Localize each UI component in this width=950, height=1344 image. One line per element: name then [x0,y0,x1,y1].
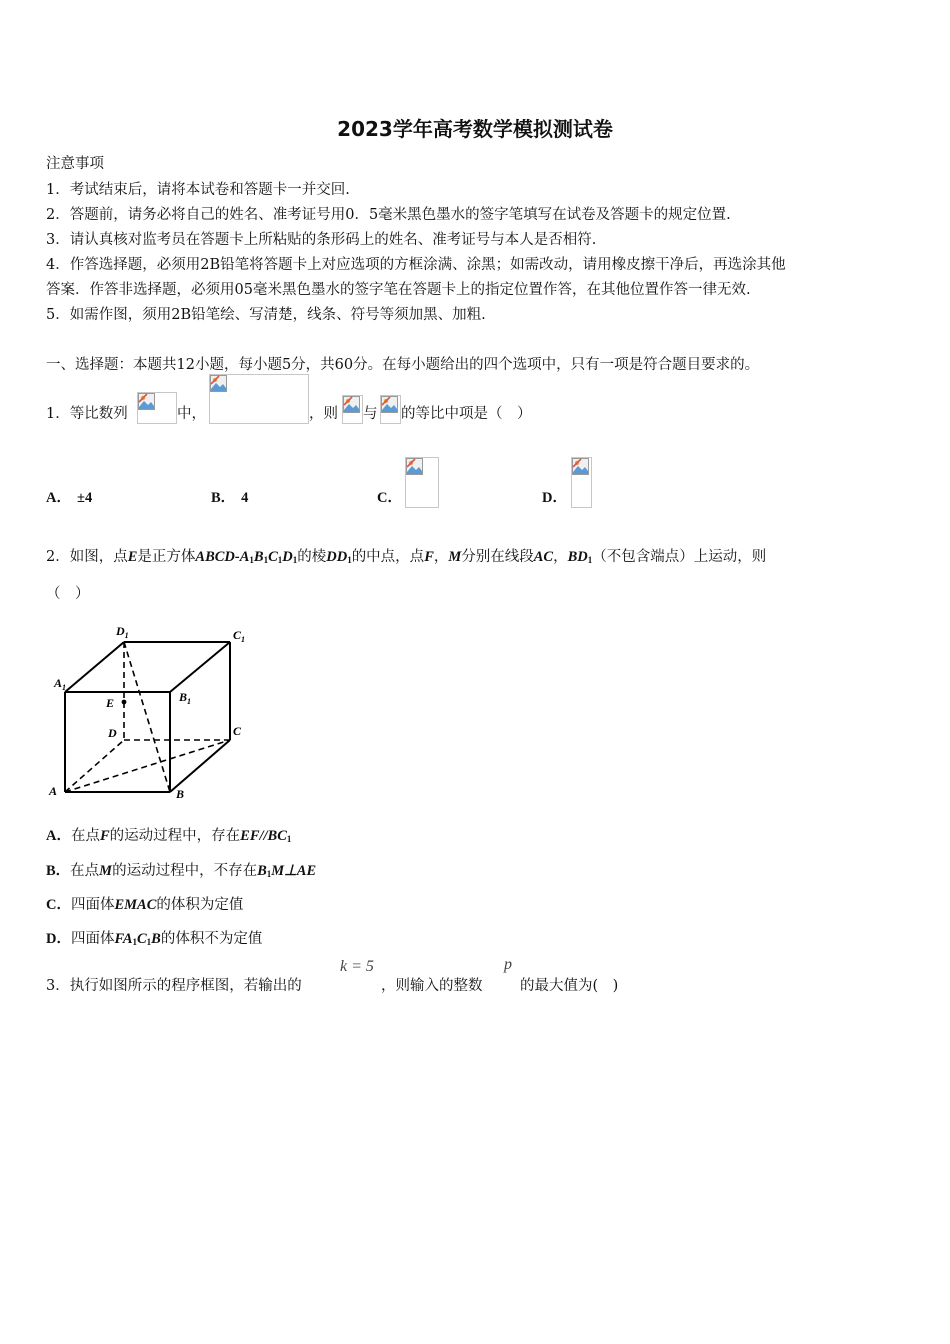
option-value: 4 [241,490,249,506]
diag-ac-hidden [65,740,230,792]
option-label: D． [542,490,567,506]
cube-figure [40,615,260,810]
label-c1: $C_1$ [233,628,246,644]
page-title: 2023学年高考数学模拟测试卷 [337,117,613,141]
q3-text-2: ，则输入的整数 [381,978,483,994]
label-b: B [176,787,185,801]
q1-option-a [46,486,92,507]
q1-broken-image-2 [209,374,309,424]
q2-option-d: D．四面体$FA_1C_1B$的体积不为定值 [46,931,263,947]
option-label: B． [211,490,236,506]
q2-option-a: A．在点F的运动过程中，存在$EF//BC_1$ [46,828,292,844]
q1-text-2: 中， [177,406,206,422]
point-e [122,700,127,705]
label-a: A [49,784,58,798]
broken-image-icon [343,396,360,413]
q2-option-c: C．四面体EMAC的体积为定值 [46,897,244,913]
q1-option-b [211,486,248,507]
q1-text-4: 与 [363,406,378,422]
notice-item-1: 1．考试结束后，请将本试卷和答题卡一并交回. [46,182,350,198]
notice-item-4: 4．作答选择题，必须用2B铅笔将答题卡上对应选项的方框涂满、涂黑；如需改动，请用橡皮擦干净后，再选涂其他 [46,257,786,273]
label-e: E [106,696,115,710]
q1-text-1: 1．等比数列 [46,406,128,422]
q1-option-c-image [405,457,439,508]
q3-text-1: 3．执行如图所示的程序框图，若输出的 [46,978,302,994]
label-c: C [233,724,242,738]
edge-b1c1 [170,642,230,692]
diag-bd1-hidden [124,642,170,792]
label-b1: $B_1$ [179,690,192,706]
q2-stem: 2．如图，点E是正方体ABCD-$A_1B_1C_1D_1$的棱$DD_1$的中点，点F，M分别在线段AC，$BD_1$（不包含端点）上运动，则 [46,549,767,565]
q1-text-5: 的等比中项是（ ） [401,406,532,422]
q2-paren: （ ） [46,586,90,602]
broken-image-icon [406,458,423,475]
q1-option-d [542,486,567,507]
notice-heading: 注意事项 [46,156,104,172]
notice-item-5: 5．如需作图，须用2B铅笔绘、写清楚，线条、符号等须加黑、加粗. [46,307,486,323]
q1-option-d-image [571,457,592,508]
q1-broken-image-1 [137,392,177,424]
label-a1: $A_1$ [54,676,67,692]
broken-image-icon [210,375,227,392]
label-d: D [108,726,117,740]
q3-formula-p: p [504,956,512,973]
section-heading: 一、选择题：本题共12小题，每小题5分，共60分。在每小题给出的四个选项中，只有一项是符合题目要求的。 [46,357,760,373]
edge-a1d1 [65,642,124,692]
edge-bc [170,740,230,792]
broken-image-icon [572,458,589,475]
notice-item-2: 2．答题前，请务必将自己的姓名、准考证号用0．5毫米黑色墨水的签字笔填写在试卷及答题卡的规定位置. [46,207,731,223]
q1-text-3: ，则 [309,406,338,422]
q1-broken-image-3 [342,395,363,424]
option-label: A． [46,490,71,506]
notice-item-4-cont: 答案．作答非选择题，必须用05毫米黑色墨水的签字笔在答题卡上的指定位置作答，在其他位置作答一律无效. [46,282,751,298]
option-label: C． [377,490,402,506]
q3-formula-k: k = 5 [340,958,374,975]
q3-text-3: 的最大值为( ) [520,978,619,994]
broken-image-icon [138,393,155,410]
notice-item-3: 3．请认真核对监考员在答题卡上所粘贴的条形码上的姓名、准考证号与本人是否相符. [46,232,597,248]
label-d1: $D_1$ [116,624,129,640]
q1-broken-image-4 [380,395,401,424]
option-value: ±4 [76,490,93,506]
q2-option-b: B．在点M的运动过程中，不存在$B_1M\perp AE$ [46,863,317,879]
q1-option-c [377,486,402,507]
edge-ad-hidden [65,740,124,792]
broken-image-icon [381,396,398,413]
